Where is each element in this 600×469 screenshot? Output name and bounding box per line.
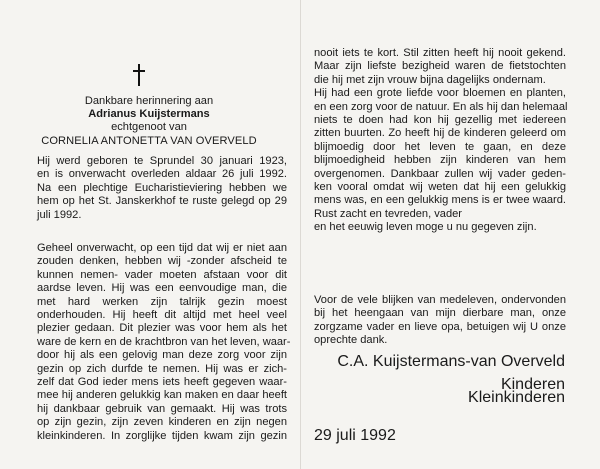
text-line: door hij als een gelovig man deze zorg voor zijn [37, 349, 287, 362]
text-line: blijmoedigheid hebben zijn kinderen van hem [314, 154, 566, 167]
text-line: ware de kern en de krachtbron van het leven, waar- [37, 335, 291, 348]
text-line: oprechte dank. [314, 334, 388, 347]
text-line: mens was, en een gelukkig mens is er twee waard. [314, 194, 566, 207]
text-line: bij het heengaan van mijn dierbare man, onze [314, 307, 566, 320]
deceased-name: Adrianus Kuijstermans [88, 108, 210, 121]
text-line: mee hij anderen gelukkig kan maken en daar heeft [37, 389, 287, 402]
text-line: Geheel onverwacht, op een tijd dat wij er niet aan [37, 242, 287, 254]
signature-family [314, 378, 565, 405]
text-line: Hij werd geboren te Sprundel 30 januari 1923, [37, 155, 287, 167]
text-line: blijmoedig door het leven te gaan, en deze [314, 140, 566, 153]
spouse-name: CORNELIA ANTONETTA VAN OVERVELD [41, 134, 257, 147]
text-line: die hij met zijn vrouw bijna dagelijks ondernam. [314, 73, 546, 86]
text-line: onderhouden. Hij heeft dit altijd met heel veel [37, 309, 287, 322]
text-line: Maar zijn liefste bezigheid waren de fietstochten [314, 60, 566, 73]
text-line: aardse leven. Hij was een eenvoudige man, die [37, 282, 287, 295]
fold-line [300, 0, 301, 469]
text-line: met hard werken zijn talrijk gezin moest [37, 295, 287, 308]
text-line: kleinkinderen. In zorglijke tijden kwam zijn gezin [37, 429, 287, 442]
text-line: zitten buurten. Zo heeft hij de kinderen geleerd om [314, 127, 566, 140]
signature-name: C.A. Kuijstermans-van Overveld [337, 353, 565, 370]
text-line: en een zorg voor de natuur. En als hij dan helemaal [314, 100, 568, 113]
text-line: op zijn gezin, zijn zeven kinderen en zijn negen [37, 416, 287, 429]
text-line: Hij had een grote liefde voor bloemen en planten, [314, 87, 566, 100]
text-line: zouden denken, hebben wij -zonder afscheid te [37, 255, 287, 268]
text-line: Na een plechtige Eucharistieviering hebben we [37, 181, 287, 194]
text-line: ken vooral omdat wij weten dat hij een gelukkig [314, 181, 566, 194]
header-relation: echtgenoot van [111, 121, 187, 134]
header-intro: Dankbare herinnering aan [84, 95, 214, 107]
text-line: niets te doen had kon hij gezellig met iedereen [314, 114, 566, 127]
signature-children: Kinderen [500, 376, 565, 393]
text-line: hij dankbaar gebruik van gemaakt. Hij was trots [37, 402, 287, 415]
biography-paragraph [37, 155, 287, 222]
text-line: zorgzame vader en lieve opa, betuigen wij U onze [314, 320, 566, 333]
thanks-paragraph [314, 294, 566, 348]
text-line: kunnen nemen- vader moeten afstaan voor dit [37, 268, 287, 281]
text-line: plezier gedaan. Dit plezier was voor hem als het [37, 322, 287, 335]
text-line: overgenomen. Dankbaar zullen wij vader geden- [314, 167, 566, 180]
text-line: zelf dat God ieder mens iets heeft gegeven waar- [37, 376, 287, 389]
text-line: Voor de vele blijken van medeleven, ondervonden [314, 294, 566, 306]
card-date: 29 juli 1992 [314, 427, 396, 444]
text-line: hem op het St. Janskerkhof te ruste gelegd op 29 [37, 195, 287, 208]
left-panel [37, 0, 291, 469]
text-line: juli 1992. [37, 208, 82, 221]
text-line: Rust zacht en tevreden, vader [314, 207, 462, 220]
signature-grandchildren: Kleinkinderen [468, 389, 565, 407]
tribute-paragraph [37, 242, 291, 443]
text-line: nooit iets te kort. Stil zitten heeft hij nooit gekend. [314, 47, 566, 59]
text-line: en is onverwacht overleden aldaar 26 juli 1992. [37, 168, 287, 181]
text-line: gezin op zich durfde te nemen. Hij was er zich- [37, 362, 287, 375]
tribute-continued-paragraph [314, 47, 566, 235]
text-line: en het eeuwig leven moge u nu gegeven zijn. [314, 221, 537, 234]
